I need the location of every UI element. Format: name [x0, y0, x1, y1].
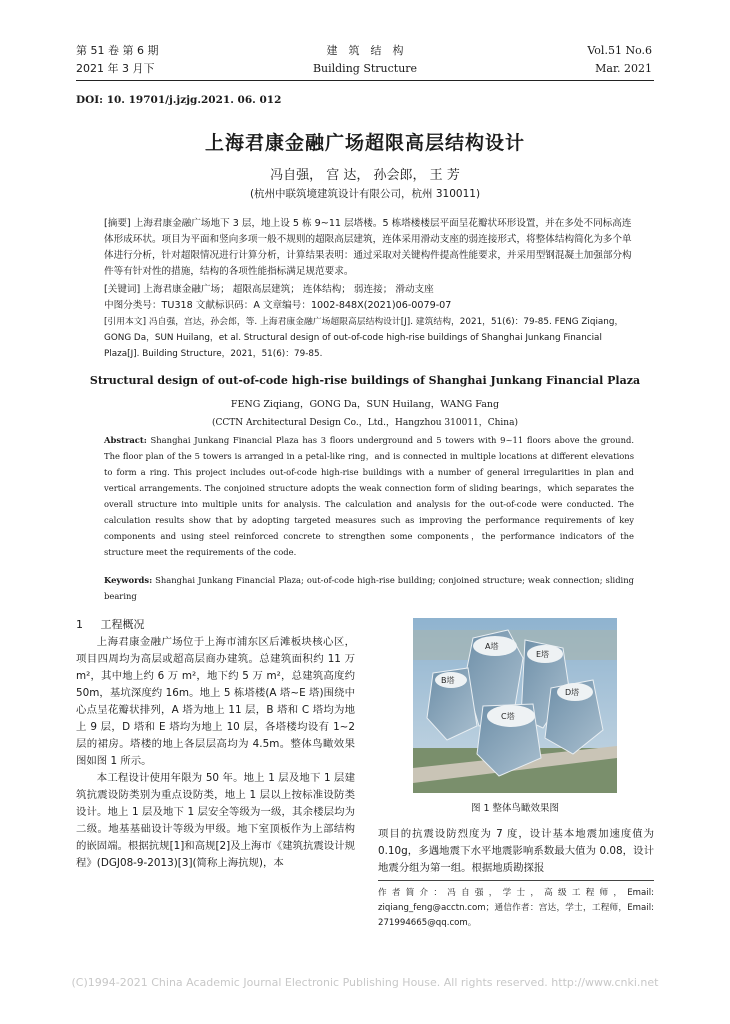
aerial-render-illustration — [413, 618, 617, 793]
section-1-title: 工程概况 — [100, 618, 145, 631]
header-journal-cn: 建 筑 结 构 — [326, 44, 404, 57]
copyright-footer: (C)1994-2021 China Academic Journal Electronic Publishing House. All rights reserved. http://www.cnki.net — [71, 976, 659, 989]
keywords-en — [104, 572, 634, 604]
paragraph-2: 本工程设计使用年限为 50 年。地上 1 层及地下 1 层建筑抗震设防类别为重点设防类，地上 1 层以上按标准设防类设计。地上 1 层及地下 1 层安全等级为一级，其余楼层均为二级。地基基础设计等级为甲级。地下室顶板作为上部结构的嵌固端。根据抗规[1]和高规[2]及上海市《建筑抗震设计规程》(DGJ08-9-2013)[3](简称上海抗规)，本 — [76, 772, 355, 869]
classification-codes: 中图分类号：TU318 文献标识码：A 文章编号：1002-848X(2021)06-0079-07 — [104, 300, 452, 311]
body-left-column — [76, 634, 355, 872]
abstract-cn: [摘要] 上海君康金融广场地下 3 层，地上设 5 栋 9~11 层塔楼。5 栋塔楼楼层平面呈花瓣状环形设置，并在多处不同标高连体形成环状。项目为平面和竖向多项一般不规则的超限高层建筑，连体采用滑动支座的弱连接形式，将整体结构简化为多个单体进行分析，针对超限情况进行计算分析，计算结果表明：通过采取对关键构件提高性能要求，并采用型钢混凝土加强部分构件等有针对性的措施，结构的各项性能指标满足规范要求。 — [104, 218, 632, 277]
header-volume-cn: 第 51 卷 第 6 期 — [76, 44, 159, 57]
footnote-rule — [378, 880, 654, 881]
tower-label-c: C塔 — [501, 712, 515, 721]
authors-cn: 冯自强， 宫 达， 孙会郎， 王 芳 — [270, 168, 460, 183]
header-date-en: Mar. 2021 — [595, 62, 652, 75]
paper-title-cn: 上海君康金融广场超限高层结构设计 — [204, 132, 525, 154]
paper-title-en: Structural design of out-of-code high-rise buildings of Shanghai Junkang Financial Plaza — [89, 374, 641, 387]
tower-label-a: A塔 — [485, 642, 499, 651]
tower-label-e: E塔 — [536, 650, 550, 659]
header-date-cn: 2021 年 3 月下 — [76, 62, 155, 75]
figure-1-caption: 图 1 整体鸟瞰效果图 — [470, 803, 560, 814]
header-journal-en: Building Structure — [312, 62, 418, 75]
keywords-en-text: Shanghai Junkang Financial Plaza; out-of-code high-rise building; conjoined structure; weak connection; sliding bearing — [104, 575, 634, 601]
citation: [引用本文] 冯自强，宫达，孙会郎，等. 上海君康金融广场超限高层结构设计[J]. 建筑结构，2021，51(6)：79-85. FENG Ziqiang，GONG Da，SUN Huilang，et al. Structural design of out-of-code high-rise buildings of Shanghai Junkang Financial Plaza[J]. Building Structure，2021，51(6)：79-85. — [104, 317, 624, 359]
body-right-column — [378, 826, 654, 877]
affiliation-cn: (杭州中联筑境建筑设计有限公司，杭州 310011) — [249, 188, 481, 200]
affiliation-en: (CCTN Architectural Design Co.，Ltd.，Hangzhou 310011，China) — [211, 418, 518, 428]
header-volume-en: Vol.51 No.6 — [587, 44, 652, 57]
authors-en: FENG Ziqiang，GONG Da，SUN Huilang，WANG Fang — [230, 399, 500, 410]
author-note: 作者简介：冯自强，学士，高级工程师，Email: ziqiang_feng@acctn.com；通信作者：宫达，学士，工程师，Email: 271994665@qq.com。 — [378, 888, 654, 928]
keywords-cn: [关键词] 上海君康金融广场； 超限高层建筑； 连体结构； 弱连接； 滑动支座 — [104, 284, 434, 295]
keywords-en-label: Keywords: — [104, 575, 153, 585]
abstract-en-label: Abstract: — [104, 435, 147, 445]
tower-label-b: B塔 — [441, 676, 455, 685]
paragraph-1: 上海君康金融广场位于上海市浦东区后滩板块核心区，项目四周均为高层或超高层商办建筑。总建筑面积约 11 万 m²，其中地上约 6 万 m²，地下约 5 万 m²，总建筑高度约 50m，基坑深度约 16m。地上 5 栋塔楼(A 塔~E 塔)围绕中心点呈花瓣状排列，A 塔为地上 11 层，B 塔和 C 塔均为地上 9 层，D 塔和 E 塔均为地上 10 层，各塔楼均设有 1~2 层的裙房。塔楼的地上各层层高均为 4.5m。整体鸟瞰效果图如图 1 所示。 — [76, 636, 355, 767]
paragraph-3: 项目的抗震设防烈度为 7 度，设计基本地震加速度值为 0.10g，多遇地震下水平地震影响系数最大值为 0.08，设计地震分组为第一组。根据地质勘探报 — [378, 828, 654, 874]
figure-1-image — [413, 618, 617, 793]
abstract-en — [104, 432, 634, 560]
section-1-number: 1 — [76, 618, 83, 631]
header-rule — [76, 80, 654, 81]
doi: DOI: 10. 19701/j.jzjg.2021. 06. 012 — [76, 94, 282, 106]
section-1-heading — [76, 616, 145, 632]
tower-label-d: D塔 — [565, 688, 580, 697]
abstract-en-text: Shanghai Junkang Financial Plaza has 3 floors underground and 5 towers with 9~11 floors above the ground. The floor plan of the 5 towers is arranged in a petal-like ring，and is connected in multiple locations at different elevations to form a ring. This project includes out-of-code high-rise buildings with a number of general irregularities in plan and vertical arrangements. The conjoined structure adopts the weak connection form of sliding bearings，which separates the overall structure into multiple units for analysis. The calculation and analysis for the out-of-code were conducted. The calculation results show that by adopting targeted measures such as improving the performance requirements of key components and using steel reinforced concrete to strengthen some components，the performance indicators of the structure meet the requirements of the code. — [104, 435, 634, 557]
